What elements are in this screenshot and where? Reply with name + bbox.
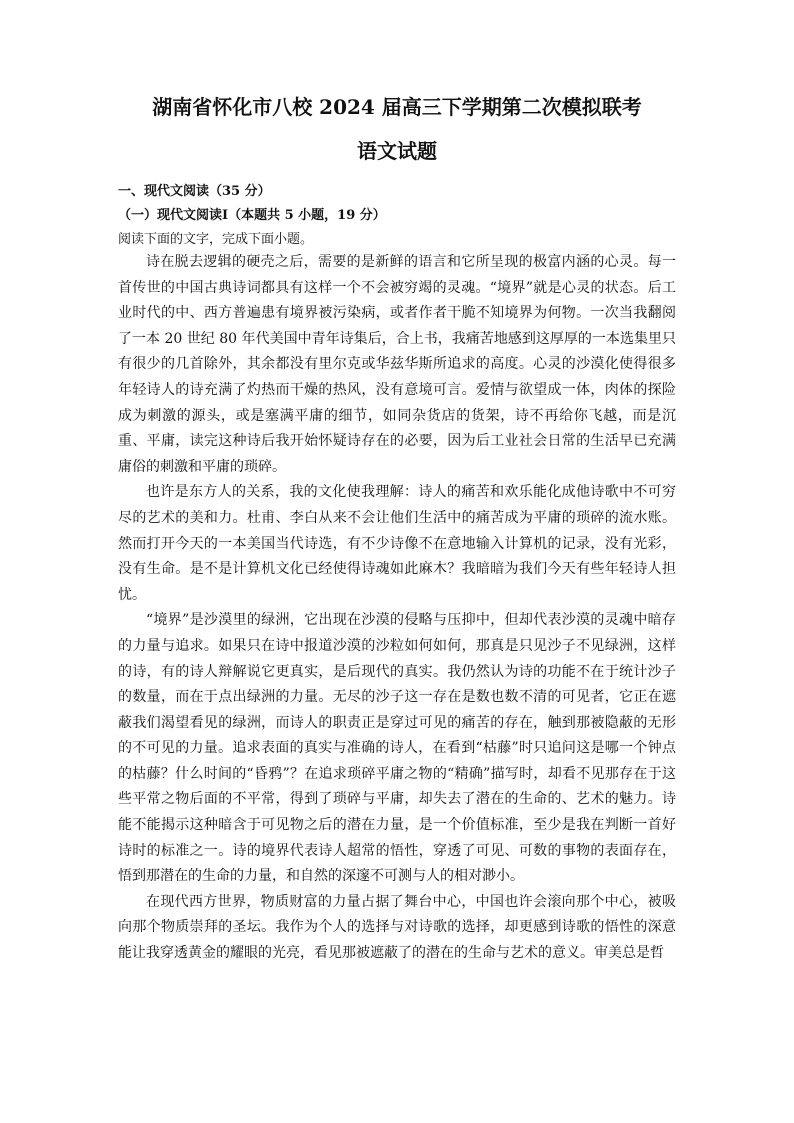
paragraph-1: 诗在脱去逻辑的硬壳之后，需要的是新鲜的语言和它所呈现的极富内涵的心灵。每一首传世的中国古典诗词都具有这样一个不会被穷竭的灵魂。“境界”就是心灵的状态。后工业时代的中、西方普遍患有境界被污染病，或者作者干脆不知境界为何物。一次当我翻阅了一本 20 世纪 80 年代美国中青年诗集后，合上书，我痛苦地感到这厚厚的一本选集里只有很少的几首除外，其余都没有里尔克或华兹华斯所追求的高度。心灵的沙漠化使得很多年轻诗人的诗充满了灼热而干燥的热风，没有意境可言。爱情与欲望成一体，肉体的探险成为刺激的源头，或是塞满平庸的细节，如同杂货店的货架，诗不再给你飞越，而是沉重、平庸，读完这种诗后我开始怀疑诗存在的必要，因为后工业社会日常的生活早已充满庸俗的刺激和平庸的琐碎。 xyxy=(118,254,676,475)
document-title: 湖南省怀化市八校 2024 届高三下学期第二次模拟联考 xyxy=(152,95,642,119)
section-heading: 一、现代文阅读（35 分） xyxy=(118,184,271,199)
paragraph-3: “境界”是沙漠里的绿洲，它出现在沙漠的侵略与压抑中，但却代表沙漠的灵魂中暗存的力量与追求。如果只在诗中报道沙漠的沙粒如何如何，那真是只见沙子不见绿洲，这样的诗，有的诗人辩解说它更真实，是后现代的真实。我仍然认为诗的功能不在于统计沙子的数量，而在于点出绿洲的力量。无尽的沙子这一存在是数也数不清的可见者，它正在遮蔽我们渴望看见的绿洲，而诗人的职责正是穿过可见的痛苦的存在，触到那被隐蔽的无形的不可见的力量。追求表面的真实与准确的诗人，在看到“枯藤”时只追问这是哪一个钟点的枯藤？什么时间的“昏鸦”？在追求琐碎平庸之物的“精确”描写时，却看不见那存在于这些平常之物后面的不平常，得到了琐碎与平庸，却失去了潜在的生命的、艺术的魅力。诗能不能揭示这种暗含于可见物之后的潜在力量，是一个价值标准，至少是我在判断一首好诗时的标准之一。诗的境界代表诗人超常的悟性，穿透了可见、可数的事物的表面存在，悟到那潜在的生命的力量，和自然的深邃不可测与人的相对渺小。 xyxy=(118,612,676,885)
paragraph-4: 在现代西方世界，物质财富的力量占据了舞台中心，中国也许会滚向那个中心，被吸向那个物质崇拜的圣坛。我作为个人的选择与对诗歌的选择，却更感到诗歌的悟性的深意能让我穿透黄金的耀眼的光亮，看见那被遮蔽了的潜在的生命与艺术的意义。审美总是哲 xyxy=(118,893,676,962)
document-subtitle: 语文试题 xyxy=(357,139,437,163)
reading-instruction: 阅读下面的文字，完成下面小题。 xyxy=(118,232,314,247)
paragraph-2: 也许是东方人的关系，我的文化使我理解：诗人的痛苦和欢乐能化成他诗歌中不可穷尽的艺术的美和力。杜甫、李白从来不会让他们生活中的痛苦成为平庸的琐碎的流水账。然而打开今天的一本美国当代诗选，有不少诗像不在意地输入计算机的记录，没有光彩，没有生命。是不是计算机文化已经使得诗魂如此麻木？我暗暗为我们今天有些年轻诗人担忧。 xyxy=(118,484,676,603)
subsection-heading: （一）现代文阅读Ⅰ（本题共 5 小题，19 分） xyxy=(118,208,386,223)
